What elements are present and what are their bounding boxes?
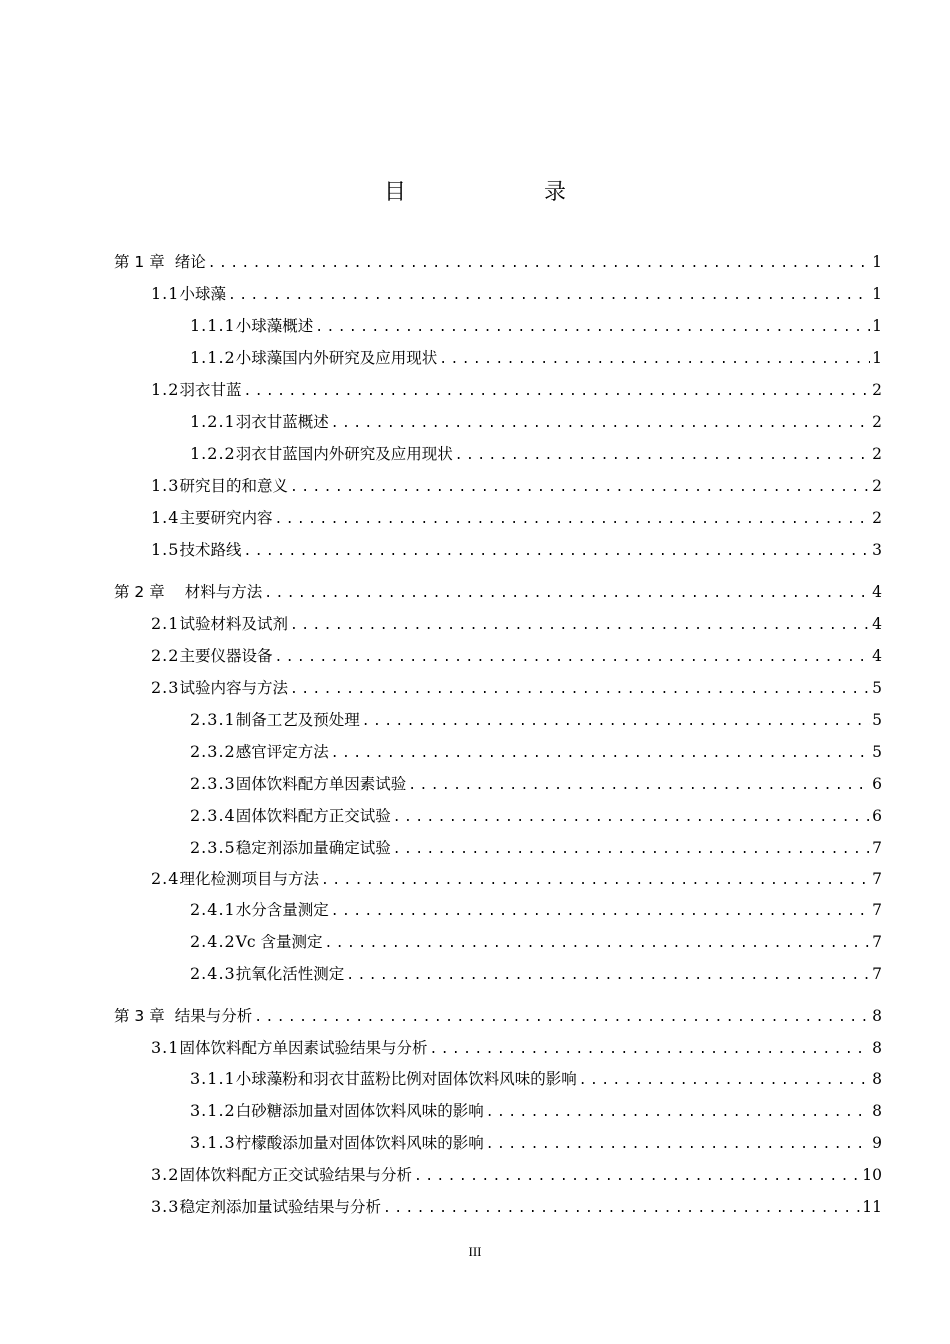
toc-entry-2-1[interactable]	[151, 613, 882, 635]
toc-entry-2-4-3[interactable]	[190, 963, 882, 985]
toc-entry-title: 感官评定方法	[235, 743, 329, 761]
toc-entry-number: 2.4.1	[190, 900, 236, 919]
dot-leader	[208, 253, 870, 275]
dot-leader	[331, 413, 870, 435]
toc-entry-title: 白砂糖添加量对固体饮料风味的影响	[235, 1102, 484, 1120]
toc-entry-1-4[interactable]	[151, 507, 882, 529]
toc-entry-number: 2.1	[151, 614, 180, 633]
toc-entry-number: 3.1.3	[190, 1133, 236, 1152]
toc-title: 目 录	[383, 180, 624, 205]
toc-entry-2-3-5[interactable]	[190, 837, 882, 859]
toc-entry-1-1-1[interactable]	[190, 315, 882, 337]
toc-entry-title: 结果与分析	[174, 1007, 253, 1025]
toc-entry-number: 第 3 章	[114, 1007, 165, 1025]
toc-entry-number: 3.1.2	[190, 1101, 236, 1120]
toc-entry-title: 稳定剂添加量试验结果与分析	[179, 1198, 381, 1216]
dot-leader	[243, 381, 870, 403]
toc-entry-title: 制备工艺及预处理	[235, 711, 360, 729]
toc-entry-3-3[interactable]	[151, 1196, 882, 1218]
toc-entry-page: 5	[872, 743, 882, 761]
dot-leader	[439, 349, 870, 371]
toc-entry-title: 羽衣甘蓝国内外研究及应用现状	[235, 445, 453, 463]
toc-entry-title: 试验内容与方法	[179, 679, 288, 697]
toc-entry-number: 1.2.2	[190, 444, 236, 463]
toc-entry-1-1-2[interactable]	[190, 347, 882, 369]
toc-entry-number: 2.4.3	[190, 964, 236, 983]
toc-entry-title: 研究目的和意义	[179, 477, 288, 495]
toc-entry-title: Vc 含量测定	[235, 933, 323, 951]
toc-entry-2-2[interactable]	[151, 645, 882, 667]
toc-entry-page: 4	[872, 583, 882, 601]
toc-entry-title: 固体饮料配方正交试验	[235, 807, 391, 825]
toc-entry-title: 固体饮料配方单因素试验结果与分析	[179, 1039, 428, 1057]
toc-entry-number: 第 2 章	[114, 583, 165, 601]
toc-entry-title: 主要仪器设备	[179, 647, 273, 665]
toc-entry-page: 10	[862, 1166, 882, 1184]
toc-entry-page: 7	[872, 839, 882, 857]
toc-entry-2-4-2[interactable]	[190, 931, 882, 953]
dot-leader	[290, 615, 870, 637]
toc-entry-3-1-1[interactable]	[190, 1068, 882, 1090]
toc-entry-number: 1.1	[151, 284, 180, 303]
dot-leader	[321, 870, 870, 892]
page-number-footer: III	[468, 1244, 482, 1259]
toc-entry-page: 1	[872, 317, 882, 335]
toc-entry-title: 理化检测项目与方法	[179, 870, 319, 888]
toc-entry-title: 柠檬酸添加量对固体饮料风味的影响	[235, 1134, 484, 1152]
toc-entry-page: 6	[872, 807, 882, 825]
toc-entry-number: 2.3.1	[190, 710, 236, 729]
toc-entry-1-1[interactable]	[151, 283, 882, 305]
dot-leader	[264, 583, 870, 605]
toc-entry-title: 小球藻国内外研究及应用现状	[235, 349, 438, 367]
dot-leader	[254, 1007, 870, 1029]
toc-entry-page: 2	[872, 413, 882, 431]
toc-entry-page: 1	[872, 349, 882, 367]
toc-entry-number: 2.3.4	[190, 806, 236, 825]
toc-entry-number: 1.3	[151, 476, 180, 495]
dot-leader	[290, 477, 870, 499]
toc-entry-title: 材料与方法	[184, 583, 263, 601]
toc-entry-page: 11	[862, 1198, 882, 1216]
toc-entry-number: 3.3	[151, 1197, 180, 1216]
toc-entry-title: 稳定剂添加量确定试验	[235, 839, 391, 857]
dot-leader	[346, 965, 870, 987]
toc-entry-number: 2.2	[151, 646, 180, 665]
toc-entry-number: 2.3	[151, 678, 180, 697]
toc-entry-2-3-2[interactable]	[190, 741, 882, 763]
toc-entry-number: 第 1 章	[114, 253, 165, 271]
toc-entry-number: 1.2.1	[190, 412, 236, 431]
dot-leader	[393, 807, 870, 829]
toc-entry-3-2[interactable]	[151, 1164, 882, 1186]
toc-entry-page: 2	[872, 477, 882, 495]
dot-leader	[429, 1039, 870, 1061]
toc-entry-title: 水分含量测定	[235, 901, 329, 919]
dot-leader	[331, 901, 870, 923]
toc-entry-number: 1.1.2	[190, 348, 236, 367]
toc-entry-title: 绪论	[174, 253, 206, 271]
toc-entry-page: 5	[872, 679, 882, 697]
dot-leader	[486, 1134, 870, 1156]
toc-entry-title: 固体饮料配方单因素试验	[235, 775, 407, 793]
dot-leader	[331, 743, 870, 765]
toc-entry-number: 2.3.5	[190, 838, 236, 857]
toc-entry-2-3-3[interactable]	[190, 773, 882, 795]
toc-entry-page: 3	[872, 541, 882, 559]
toc-entry-chapter-1[interactable]	[114, 251, 882, 273]
dot-leader	[414, 1166, 860, 1188]
toc-entry-page: 8	[872, 1102, 882, 1120]
toc-entry-title: 羽衣甘蓝	[179, 381, 242, 399]
dot-leader	[325, 933, 871, 955]
toc-entry-1-3[interactable]	[151, 475, 882, 497]
toc-entry-title: 试验材料及试剂	[179, 615, 288, 633]
toc-entry-chapter-3[interactable]	[114, 1005, 882, 1027]
dot-leader	[274, 647, 870, 669]
toc-entry-page: 2	[872, 445, 882, 463]
toc-entry-number: 1.4	[151, 508, 180, 527]
dot-leader	[228, 285, 870, 307]
toc-entry-1-2-1[interactable]	[190, 411, 882, 433]
dot-leader	[290, 679, 870, 701]
toc-entry-title: 小球藻粉和羽衣甘蓝粉比例对固体饮料风味的影响	[235, 1070, 577, 1088]
toc-entry-page: 7	[872, 870, 882, 888]
toc-entry-title: 技术路线	[179, 541, 242, 559]
toc-entry-2-4[interactable]	[151, 868, 882, 890]
dot-leader	[408, 775, 870, 797]
toc-entry-title: 抗氧化活性测定	[235, 965, 345, 983]
toc-entry-3-1[interactable]	[151, 1037, 882, 1059]
toc-entry-page: 1	[872, 285, 882, 303]
toc-entry-number: 2.4.2	[190, 932, 236, 951]
toc-entry-number: 2.3.3	[190, 774, 236, 793]
toc-entry-page: 8	[872, 1007, 882, 1025]
toc-entry-2-4-1[interactable]	[190, 899, 882, 921]
toc-entry-page: 1	[872, 253, 882, 271]
dot-leader	[362, 711, 870, 733]
toc-entry-page: 5	[872, 711, 882, 729]
dot-leader	[393, 839, 870, 861]
toc-entry-1-2[interactable]	[151, 379, 882, 401]
dot-leader	[274, 509, 870, 531]
toc-entry-number: 3.1	[151, 1038, 180, 1057]
toc-entry-page: 7	[872, 933, 882, 951]
toc-entry-page: 6	[872, 775, 882, 793]
toc-entry-number: 2.3.2	[190, 742, 236, 761]
toc-entry-page: 2	[872, 509, 882, 527]
dot-leader	[315, 317, 870, 339]
toc-entry-page: 7	[872, 965, 882, 983]
toc-entry-page: 4	[872, 647, 882, 665]
toc-entry-3-1-2[interactable]	[190, 1100, 882, 1122]
dot-leader	[455, 445, 870, 467]
toc-entry-title: 主要研究内容	[179, 509, 273, 527]
dot-leader	[486, 1102, 870, 1124]
toc-entry-title: 小球藻概述	[235, 317, 314, 335]
toc-entry-page: 2	[872, 381, 882, 399]
toc-entry-page: 8	[872, 1039, 882, 1057]
toc-entry-title: 羽衣甘蓝概述	[235, 413, 329, 431]
toc-entry-number: 2.4	[151, 869, 180, 888]
toc-entry-page: 4	[872, 615, 882, 633]
toc-entry-1-5[interactable]	[151, 539, 882, 561]
toc-entry-chapter-2[interactable]	[114, 581, 882, 603]
toc-entry-number: 3.2	[151, 1165, 180, 1184]
dot-leader	[383, 1198, 860, 1220]
toc-entry-page: 8	[872, 1070, 882, 1088]
toc-entry-2-3-1[interactable]	[190, 709, 882, 731]
dot-leader	[579, 1070, 870, 1092]
toc-entry-page: 7	[872, 901, 882, 919]
toc-entry-number: 3.1.1	[190, 1069, 236, 1088]
toc-entry-1-2-2[interactable]	[190, 443, 882, 465]
toc-entry-3-1-3[interactable]	[190, 1132, 882, 1154]
toc-entry-title: 小球藻	[179, 285, 226, 303]
toc-entry-number: 1.5	[151, 540, 180, 559]
toc-entry-2-3[interactable]	[151, 677, 882, 699]
toc-entry-page: 9	[872, 1134, 882, 1152]
toc-entry-2-3-4[interactable]	[190, 805, 882, 827]
toc-entry-title: 固体饮料配方正交试验结果与分析	[179, 1166, 412, 1184]
toc-entry-number: 1.2	[151, 380, 180, 399]
dot-leader	[243, 541, 870, 563]
toc-entry-number: 1.1.1	[190, 316, 236, 335]
